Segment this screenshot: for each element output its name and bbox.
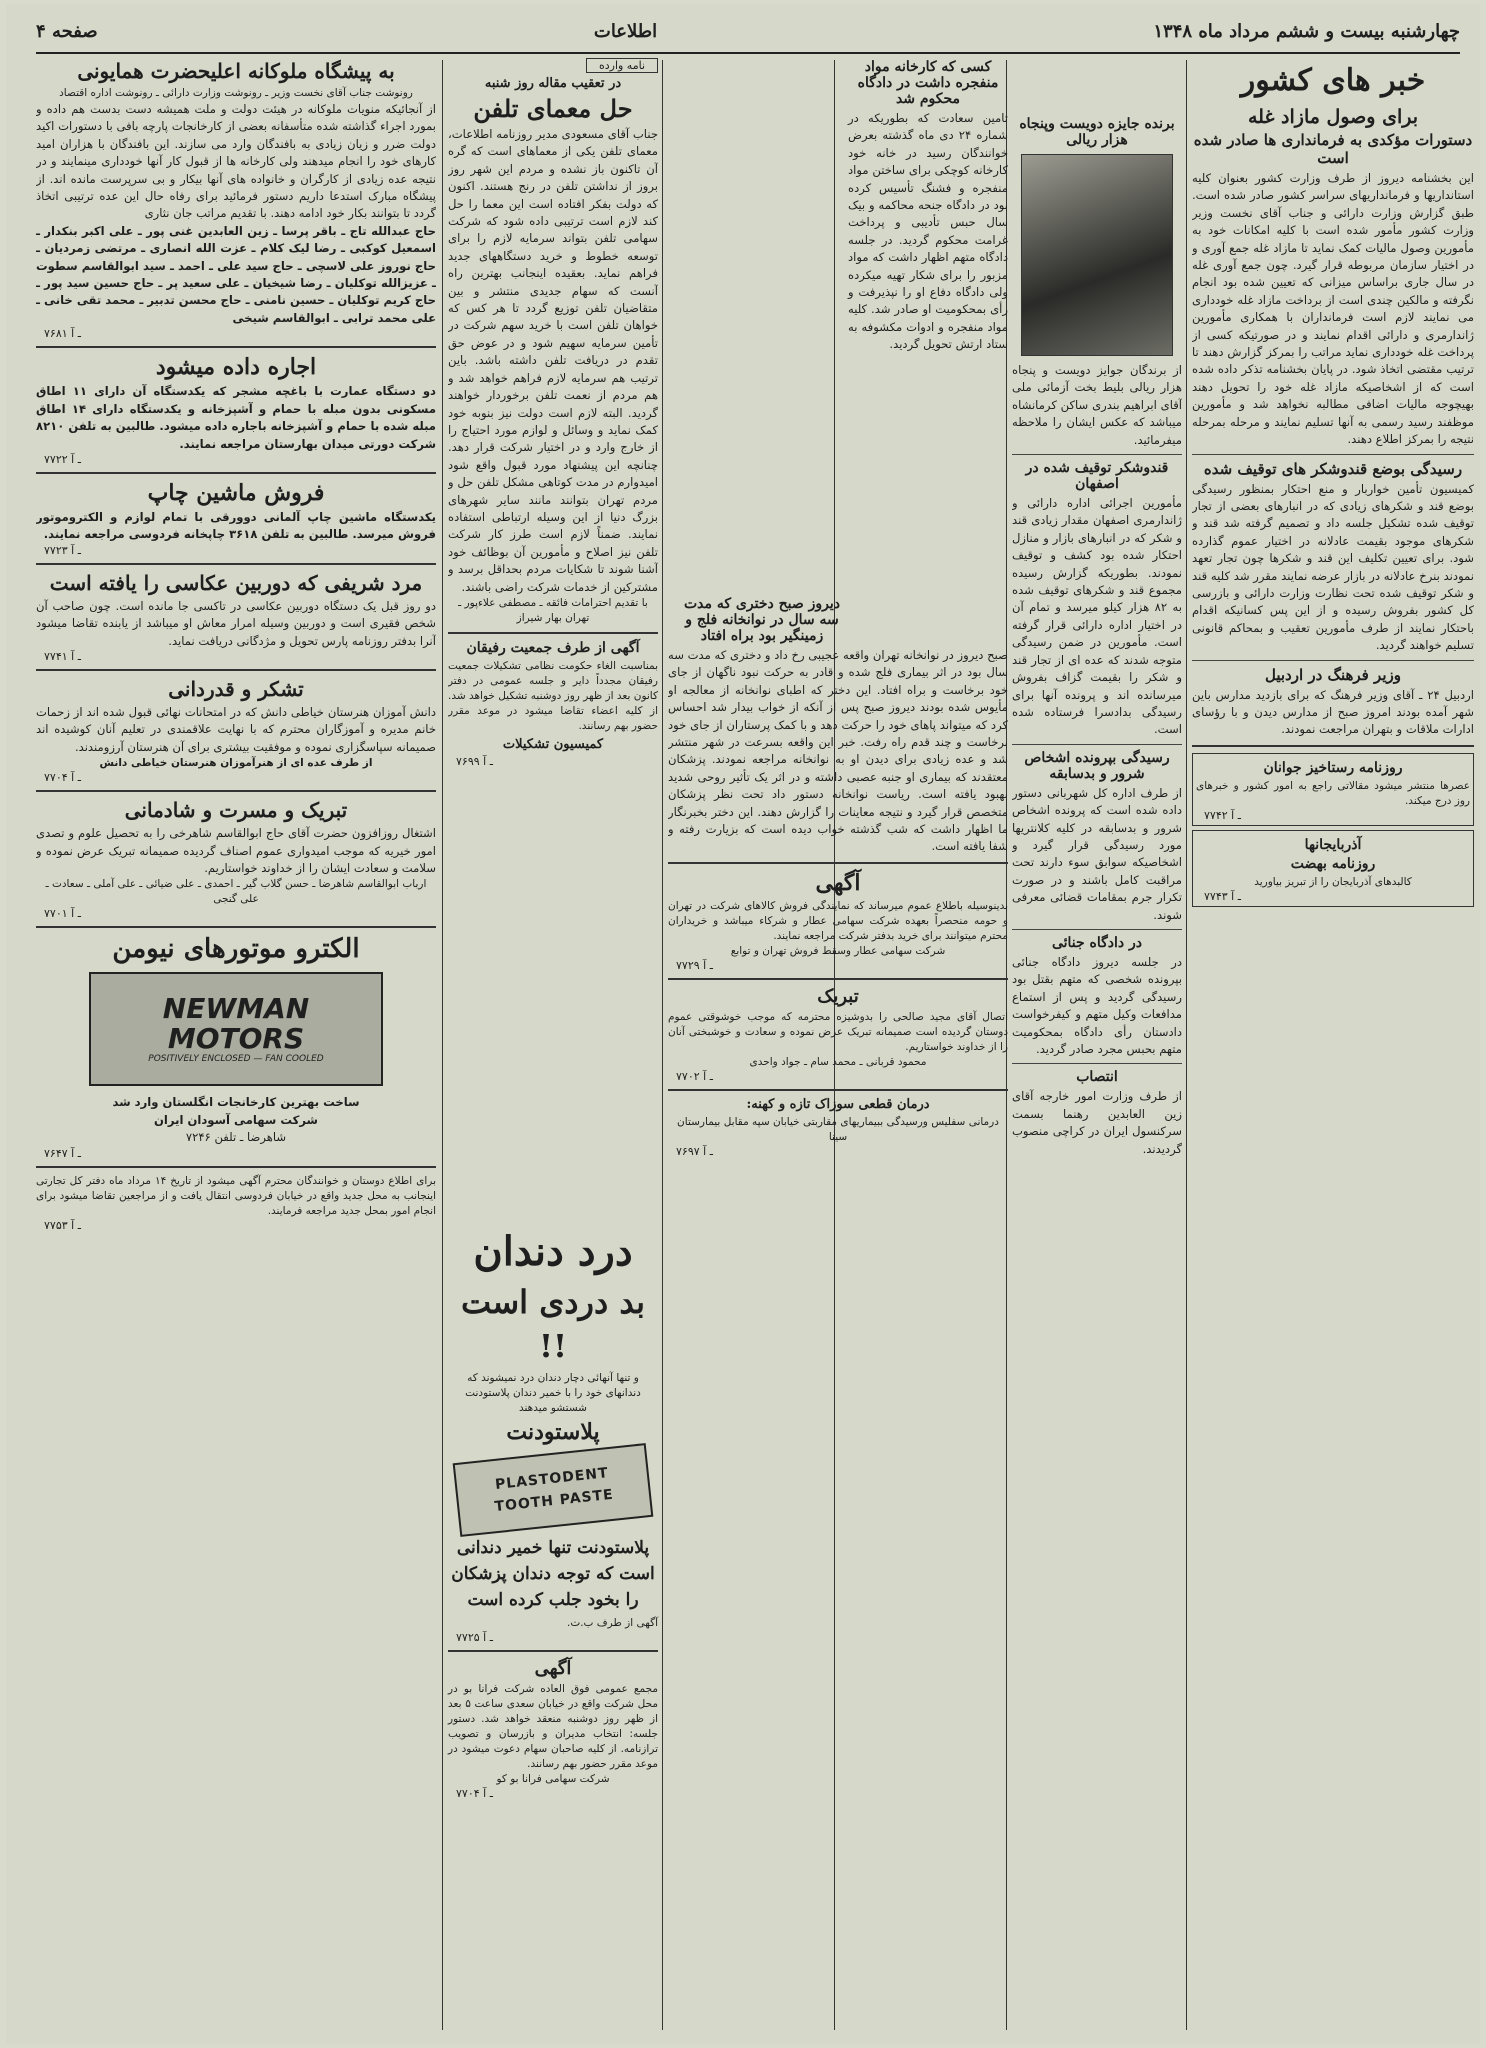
ad-body: اشتغال روزافزون حضرت آقای حاج ابوالقاسم شاهرخی را به تحصیل علوم و تصدی امور خیریه که موجب امیدواری عموم اصناف گردیده صمیمانه تبریک عرض نموده و سلامت و سعادت ایشان را از خداوند خواستاریم. (36, 826, 436, 875)
article-headline: وزیر فرهنگ در اردبیل (1265, 665, 1401, 684)
ad-body: کالبدهای آذربایجان را از تبریز بیاورید (1254, 875, 1412, 888)
ad-title: الکترو موتورهای نیومن (112, 934, 360, 965)
newspaper-page (6, 4, 1480, 2044)
ad-signature: ارباب ابوالقاسم شاهرضا ـ حسن گلاب گیر ـ احمدی ـ علی ضیائی ـ علی آملی ـ سعادت ـ علی گنجی (45, 878, 427, 906)
ad-code: ۷۷۴۱ ـ آ (44, 649, 81, 663)
column-classifieds (36, 56, 436, 2034)
notice-signature: شرکت سهامی فرانا بو کو (496, 1773, 610, 1785)
notice-signature: کمیسیون تشکیلات (502, 736, 604, 752)
ad-title: تبریک و مسرت و شادمانی (124, 798, 348, 823)
ad-code: ۷۷۰۲ ـ آ (676, 1069, 713, 1083)
article-subheadline: دستورات مؤکدی به فرمانداری ها صادر شده است (1193, 131, 1473, 167)
ad-subtitle: روزنامه بهضت (1290, 855, 1376, 872)
article-headline: قندوشکر توقیف شده در اصفهان (1025, 460, 1169, 493)
article-body: این بخشنامه دیروز از طرف وزارت کشور بعنوان کلیه استانداریها و فرمانداریهای سراسر کشور صادر شده است. طبق گزارش وزارت دارائی و جناب آقای نخست وزیر وزارت کشور مأمور شده است با کلیه امکانات خود به مأمورین وصول مالیات کمک نماید تا مازاد غله جمع آوری و در اختیار سازمان مربوطه قرار گیرد. چون جمع آوری غله در سال جاری براساس میزانی که تعیین شده بود انجام نگرفته و مالکین چندی است از برداخت مازاد غله خودداری می نمایند لازم است فرمانداران با همکاری مأمورین ژاندارمری و دارائی اقدام نمایند و در صورتیکه کسی از پرداخت غله خودداری نماید مراتب را بمرکز گزارش دهند تا ترتیب مقتضی اتخاذ شود. در پایان بخشنامه تذکر داده شده است که از اشخاصیکه مازاد غله خود را تحویل دهند بهیچوجه مالیات اضافی مطالبه نخواهد شد و مأمورین موظفند رسید رسمی به آنها تسلیم نمایند و مرحله بمرحله نتیجه را بمرکز اطلاع دهند. (1192, 171, 1474, 447)
article-body: تامین سعادت که بطوریکه در شماره ۲۴ دی ماه گذشته بعرض خوانندگان رسید در خانه خود کارخانه کوچکی برای ساختن مواد منفجره و فشنگ تأسیس کرده بود در دادگاه جنحه محاکمه و بیک سال حبس تأدیبی و پرداخت غرامت محکوم گردید. در جلسه دادگاه متهم اظهار داشت که مواد مزبور را برای شکار تهیه میکرده ولی دادگاه دفاع او را نپذیرفت و رأی بمحکومیت او صادر شد. کلیه مواد منفجره و ادوات مکشوفه به ستاد ارتش تحویل گردید. (848, 111, 1008, 352)
article-body: در جلسه دیروز دادگاه جنائی بپرونده شخصی که متهم بقتل بود رسیدگی گردید و پس از استماع مدافعات وکیل متهم و کیفرخواست دادستان رأی دادگاه بمحکومیت متهم بحبس مجرد صادر گردید. (1012, 954, 1182, 1056)
photo-caption: از برندگان جوایز دویست و پنجاه هزار ریالی بلیط بخت آزمائی ملی آقای ابراهیم بندری ساکن کرمانشاه میباشد که عکس ایشان را ملاحظه میفرمائید. (1012, 363, 1182, 447)
ad-body: دو دستگاه عمارت با باغچه مشجر که یکدستگاه آن دارای ۱۱ اطاق مسکونی بدون مبله با حمام و آشپزخانه و یکدستگاه دارای ۱۴ اطاق مبله شده با حمام و آشپزخانه باجاره داده میشود. طالبین به تلفن ۸۲۱۰ شرکت دورتی میدان بهارستان مراجعه نمایند. (36, 384, 436, 451)
ad-brand: پلاستودنت (506, 1419, 600, 1445)
ad-body: عصرها منتشر میشود مقالاتی راجع به امور کشور و خبرهای روز درج میکند. (1196, 779, 1470, 807)
ad-code: ۷۶۸۱ ـ آ (44, 327, 81, 341)
ad-title: آگهی (815, 869, 861, 896)
ad-address: شاهرضا ـ تلفن ۷۲۴۶ (185, 1130, 287, 1145)
ad-title: مرد شریفی که دوربین عکاسی را یافته است (49, 570, 423, 595)
ad-body: درمانی سفلیس ورسیدگی ببیماریهای مقاربتی خیابان سپه مقابل بیمارستان سینا (677, 1115, 999, 1143)
logo-text: NEWMAN (162, 992, 310, 1026)
article-body: صبح دیروز در نوانخانه تهران واقعه عجیبی رخ داد و دختری که مدت سه سال بود در اثر بیماری فلج شده و قادر به حرکت نبود ناگهان از جای خود برخاست و براه افتاد. این دختر که اطبای نوانخانه از معالجه او مأیوس شده بودند دیروز صبح پس از آنکه از خواب بیدار شد احساس کرد که میتواند پاهای خود را حرکت دهد و با کمک پرستاران از جای خود برخاست و چند قدم راه رفت. خبر این واقعه بسرعت در شهر منتشر شد و عده زیادی برای دیدن او به نوانخانه مراجعه نمودند. پزشکان معتقدند که بیماری او جنبه عصبی داشته و در اثر یک تأثیر روحی شدید بهبود یافته است. ریاست نوانخانه دستور داد تحت نظر پزشکان متخصص قرار گیرد و نتیجه معاینات را گزارش دهند. این دختر بخبرنگار ما اظهار داشت که شب گذشته خواب دیده است که بزیارت رفته و شفا یافته است. (668, 648, 1008, 854)
header-paper-name: اطلاعات (593, 20, 658, 42)
ad-code: ۷۷۲۳ ـ آ (44, 543, 81, 557)
ad-signature: محمود قربانی ـ محمد سام ـ جواد واحدی (749, 1055, 927, 1068)
tube-brand: PLASTODENT (494, 1465, 610, 1493)
header-page-number: صفحه ۴ (36, 20, 98, 42)
article-headline: رسیدگی بوضع قندوشکر های توقیف شده (1203, 459, 1463, 478)
column-rule (1186, 60, 1187, 2030)
ad-code: ۷۷۴۳ ـ آ (1204, 889, 1241, 903)
article-headline: کسی که کارخانه مواد منفجره داشت در دادگاه محکوم شد (857, 59, 999, 107)
article-headline: در دادگاه جنائی (1051, 934, 1143, 951)
article-headline: برای وصول مازاد غله (1248, 106, 1418, 128)
article-headline: برنده جایزه دویست وپنجاه هزار ریالی (1019, 116, 1175, 148)
ad-code: ۷۷۰۱ ـ آ (44, 907, 81, 921)
ad-body: ساخت بهترین کارخانجات انگلستان وارد شد (112, 1095, 360, 1110)
petition-title: به پیشگاه ملوکانه اعلیحضرت همایونی (77, 59, 395, 83)
column-local-news (1012, 56, 1182, 2034)
notice-body: برای اطلاع دوستان و خوانندگان محترم آگهی میشود از تاریخ ۱۴ مرداد ماه دفتر کل تجارتی اینجانب به محل جدید واقع در خیابان فردوسی انتقال یافت و از مراجعین تقاضا میشود برای انجام امور بمحل جدید مراجعه فرمایند. (36, 1174, 436, 1217)
article-body: از طرف اداره کل شهربانی دستور داده شده است که پرونده اشخاص شرور و بدسابقه در کلیه کلانتریها مورد رسیدگی قرار گیرد و اشخاصیکه سوابق سوء دارند تحت مراقبت کامل باشند و در صورت تکرار جرم بمقامات قضائی معرفی شوند. (1012, 785, 1182, 922)
toothpaste-tube-image (453, 1443, 654, 1537)
masthead-bar (36, 10, 1460, 54)
header-date: چهارشنبه بیست و ششم مرداد ماه ۱۳۴۸ (1153, 20, 1460, 42)
ad-code: ۷۷۲۹ ـ آ (676, 958, 713, 972)
column-rule (442, 60, 443, 2030)
notice-code: ۷۷۰۴ ـ آ (456, 1787, 493, 1800)
ad-signature: شرکت سهامی عطار وسقط فروش تهران و توابع (730, 944, 946, 957)
ad-title: تبریک (817, 985, 859, 1007)
logo-tagline: POSITIVELY ENCLOSED — FAN COOLED (148, 1054, 324, 1065)
ad-title: اجاره داده میشود (155, 354, 317, 381)
ad-signature: از طرف عده ای از هنرآموزان هنرستان خیاطی دانش (99, 757, 373, 770)
column-court-news (668, 56, 1008, 2034)
notice-code: ۷۷۵۳ ـ آ (44, 1218, 81, 1232)
ad-code: ۷۷۴۲ ـ آ (1204, 808, 1241, 822)
ad-code: ۷۷۲۵ ـ آ (456, 1631, 493, 1644)
ad-company: شرکت سهامی آسودان ایران (154, 1112, 318, 1127)
article-headline: حل معمای تلفن (473, 94, 633, 123)
ad-title: تشکر و قدردانی (168, 676, 304, 701)
ad-title: درمان قطعی سوزاک تازه و کهنه: (746, 1096, 930, 1112)
notice-title: آگهی از طرف جمعیت رفیقان (466, 639, 640, 656)
tube-label: TOOTH PASTE (493, 1486, 615, 1516)
notice-body: بمناسبت الغاء حکومت نظامی تشکیلات جمعیت رفیقان مجدداً دایر و جلسه عمومی در دفتر کانون بعد از ظهر روز دوشنبه تشکیل خواهد شد. از کلیه اعضاء تقاضا میشود در موعد مقرر حضور بهم رسانند. (448, 659, 658, 732)
article-body: کمیسیون تأمین خواربار و منع احتکار بمنظور رسیدگی بوضع قند و شکرهای زیادی که در انبارهای بعضی از تجار توقیف شده تشکیل جلسه داد و تصمیم گرفته شد قند و شکرهای موجود بقیمت عادلانه در اختیار عموم گذارده شود. برای تعیین تکلیف این قند و شکرها چون تجار تعهد نمودند بنرخ عادلانه در بازار عرضه نمایند مقرر شد کلیه قند و شکر توقیف شده تحت نظارت وزارت دارائی و بازرسی کل کشور بفروش رسیده و از این پس کسانیکه اقدام باحتکار نمایند از طرف مأمورین تعقیب و بمحاکم قانونی تسلیم خواهند گردید. (1192, 481, 1474, 653)
column-national-news (1192, 56, 1474, 2034)
ad-code: ۷۷۲۲ ـ آ (44, 452, 81, 466)
notice-title: آگهی (534, 1658, 572, 1679)
ad-info: آگهی از طرف ب.ت. (567, 1617, 658, 1629)
portrait-photo (1021, 154, 1173, 356)
ad-body: اتصال آقای مجید صالحی را بدوشیزه محترمه که موجب خوشوقتی عموم دوستان گردیده است صمیمانه تبریک عرض نموده و سعادت و خوشبختی آنان را از خداوند خواستاریم. (668, 1010, 1008, 1053)
newman-motors-logo (89, 972, 383, 1086)
ad-title: فروش ماشین چاپ (147, 479, 325, 506)
ad-body: دانش آموزان هنرستان خیاطی دانش که در امتحانات نهائی قبول شده اند از زحمات خانم مدیره و آموزگاران محترم که با نهایت علاقمندی در تعلیم آنان کوشیده اند صمیمانه سپاسگزاری نموده و موفقیت بیشتری برای آن هنرستان آرزومندند. (36, 704, 436, 754)
article-headline: انتصاب (1076, 1069, 1118, 1086)
notice-code: ۷۶۹۹ ـ آ (456, 754, 493, 768)
article-signature: با تقدیم احترامات فائقه ـ مصطفی علاءپور ـ تهران بهار شیراز (458, 596, 648, 624)
ad-title: آذربایجانها (1304, 836, 1362, 853)
section-title: خبر های کشور (1240, 63, 1426, 98)
ad-tagline: و تنها آنهائی دچار دندان درد نمیشوند که دندانهای خود را با خمیر دندان پلاستودنت شستشو میدهند (465, 1372, 641, 1414)
petition-cc: رونوشت جناب آقای نخست وزیر ـ رونوشت وزارت دارائی ـ رونوشت اداره اقتصاد (59, 87, 413, 99)
ad-title: روزنامه رستاخیز جوانان (1263, 759, 1403, 776)
ad-body: دو روز قبل یک دستگاه دوربین عکاسی در تاکسی جا مانده است. چون صاحب آن شخص فقیری است و دوربین وسیله امرار معاش او میباشد از یابنده تقاضا میشود آنرا بدفتر روزنامه پارس تحویل و مژدگانی دریافت نماید. (36, 598, 436, 648)
ad-slogan: پلاستودنت تنها خمیر دندانی است که توجه دندان پزشکان را بخود جلب کرده است (451, 1538, 655, 1610)
ad-body: بدینوسیله باطلاع عموم میرساند که نمایندگی فروش کالاهای شرکت در تهران و حومه منحصراً بعهده شرکت سهامی عطار و شرکاء میباشد و خریداران محترم میتوانند برای خرید بدفتر شرکت مراجعه نمایند. (668, 899, 1008, 942)
article-headline: رسیدگی بپرونده اشخاص شرور و بدسابقه (1024, 749, 1170, 782)
article-body: اردبیل ۲۴ ـ آقای وزیر فرهنگ که برای بازدید مدارس باین شهر آمده بودند امروز صبح از مدارس دیدن و با رؤسای ادارات ملاقات و بتهران مراجعت نمودند. (1192, 687, 1474, 737)
ad-code: ۷۷۰۴ ـ آ (44, 771, 81, 785)
ad-code: ۷۶۴۷ ـ آ (44, 1146, 81, 1160)
ad-headline: درد دندان (473, 1228, 633, 1275)
ad-body: یکدستگاه ماشین چاپ آلمانی دوورقی با تمام لوازم و الکتروموتور فروش میرسد. طالبین به تلفن ۳۶۱۸ چاپخانه فردوسی مراجعه نمایند. (36, 509, 436, 542)
column-rule (662, 60, 663, 2030)
petition-body: از آنجائیکه منویات ملوکانه در هیئت دولت و ملت همیشه دست بدست هم داده و بمورد اجراء گذاشته شده متأسفانه بعضی از کارخانجات پارچه بافی با دستورات اکید دولت ضرر و زیان زیادی به بافندگان وارد می سازند. این بافندگان با هزاران امید کارهای خود را انجام میدهند ولی کارخانه ها از قبول کار آنها خودداری مینمایند و در نتیجه عده زیادی از کارگران و خانواده های آنها بیکار و بی سرپرست مانده اند. از پیشگاه مبارک استدعا داریم دستور فرمائید برای رفاه حال این عده ترتیبی اتخاذ گردد تا بتوانند بکار خود ادامه دهند. با تقدیم مراتب جان نثاری (36, 102, 436, 221)
petition-signers: حاج عبدالله تاج ـ باقر پرسا ـ زین العابدین غنی پور ـ علی اکبر بنکدار ـ اسمعیل کوکبی ـ رضا لیک کلام ـ عزت الله انصاری ـ مرتضی زمردیان ـ حاج نوروز علی لاسچی ـ حاج سید علی ـ احمد ـ سید ابوالقاسم سطوت ـ عزیزالله توکلیان ـ رضا شیخیان ـ علی سعید پر ـ حاج حسین سید پور ـ حاج کریم توکلیان ـ حسین نامنی ـ حاج محسن تدبیر ـ محمد تقی خانی ـ علی محمد ترابی ـ ابوالقاسم شیخی (36, 223, 436, 325)
ad-headline-2: بد دردی است !! (460, 1283, 646, 1365)
logo-text: MOTORS (167, 1022, 305, 1056)
article-body: از طرف وزارت امور خارجه آقای زین العابدین رهنما بسمت سرکنسول ایران در کراچی منصوب گردیدند. (1012, 1089, 1182, 1156)
toothpaste-ad (448, 1224, 658, 1800)
article-body: جناب آقای مسعودی مدیر روزنامه اطلاعات، معمای تلفن یکی از معماهای است که گره آن تاکنون باز نشده و مردم این شهر روز بروز از نداشتن تلفن در رنج هستند. اکنون که دولت بفکر افتاده است این معما را حل کند لازم است ترتیبی داده شود که شرکت سهامی تلفن بتواند سرمایه لازم را برای توسعه خطوط و خرید دستگاههای جدید فراهم نماید. بعقیده اینجانب بهترین راه آنست که سهام جدیدی منتشر و بین متقاضیان تلفن توزیع گردد تا هر کس که خواهان تلفن است با خرید سهم شرکت در تأمین سرمایه سهیم شود و در عوض حق تقدم در دریافت تلفن داشته باشد. باین ترتیب هم سرمایه لازم فراهم خواهد شد و هم مردم از نعمت تلفن برخوردار خواهند گردید. البته لازم است دولت نیز بنوبه خود کمک نماید و وسائل و لوازم مورد احتیاج را از خارج وارد و در اختیار شرکت قرار دهد. چنانچه این پیشنهاد مورد قبول واقع شود امیدوارم در مدت کوتاهی مشکل تلفن حل و مردم تهران بتوانند مانند سایر شهرهای بزرگ دنیا از این وسیله ارتباطی استفاده نمایند. ضمناً لازم است طرز کار شرکت تلفن نیز اصلاح و مأمورین آن بوظائف خود آشنا شوند تا شکایات مردم بحداقل برسد و مشترکین از خدمات شرکت راضی باشند. (448, 127, 658, 594)
article-body: مأمورین اجرائی اداره دارائی و ژاندارمری اصفهان مقدار زیادی قند و شکر که در انبارهای بازار و منازل احتکار شده بود کشف و توقیف نمودند. بطوریکه گزارش رسیده مجموع قند و شکرهای توقیف شده به ۸۲ هزار کیلو میرسد و تمام آن در اختیار اداره دارائی قرار گرفته است. مأمورین در ضمن رسیدگی متوجه شدند که عده ای از تجار قند و شکر را بقیمت گزاف بفروش میرسانده اند و پرونده آنها برای رسیدگی بدادسرا فرستاده شده است. (1012, 496, 1182, 737)
article-kicker: در تعقیب مقاله روز شنبه (484, 76, 622, 91)
article-headline: دیروز صبح دختری که مدت سه سال در نوانخانه فلج و زمینگیر بود براه افتاد (683, 596, 841, 644)
section-label: نامه وارده (586, 58, 658, 73)
notice-body: مجمع عمومی فوق العاده شرکت فرانا بو در محل شرکت واقع در خیابان سعدی ساعت ۵ بعد از ظهر روز دوشنبه منعقد خواهد شد. دستور جلسه: انتخاب مدیران و بازرسان و تصویب ترازنامه. از کلیه صاحبان سهام دعوت میشود در موعد مقرر حضور بهم رسانند. (448, 1683, 658, 1770)
ad-code: ۷۶۹۷ ـ آ (676, 1144, 713, 1158)
